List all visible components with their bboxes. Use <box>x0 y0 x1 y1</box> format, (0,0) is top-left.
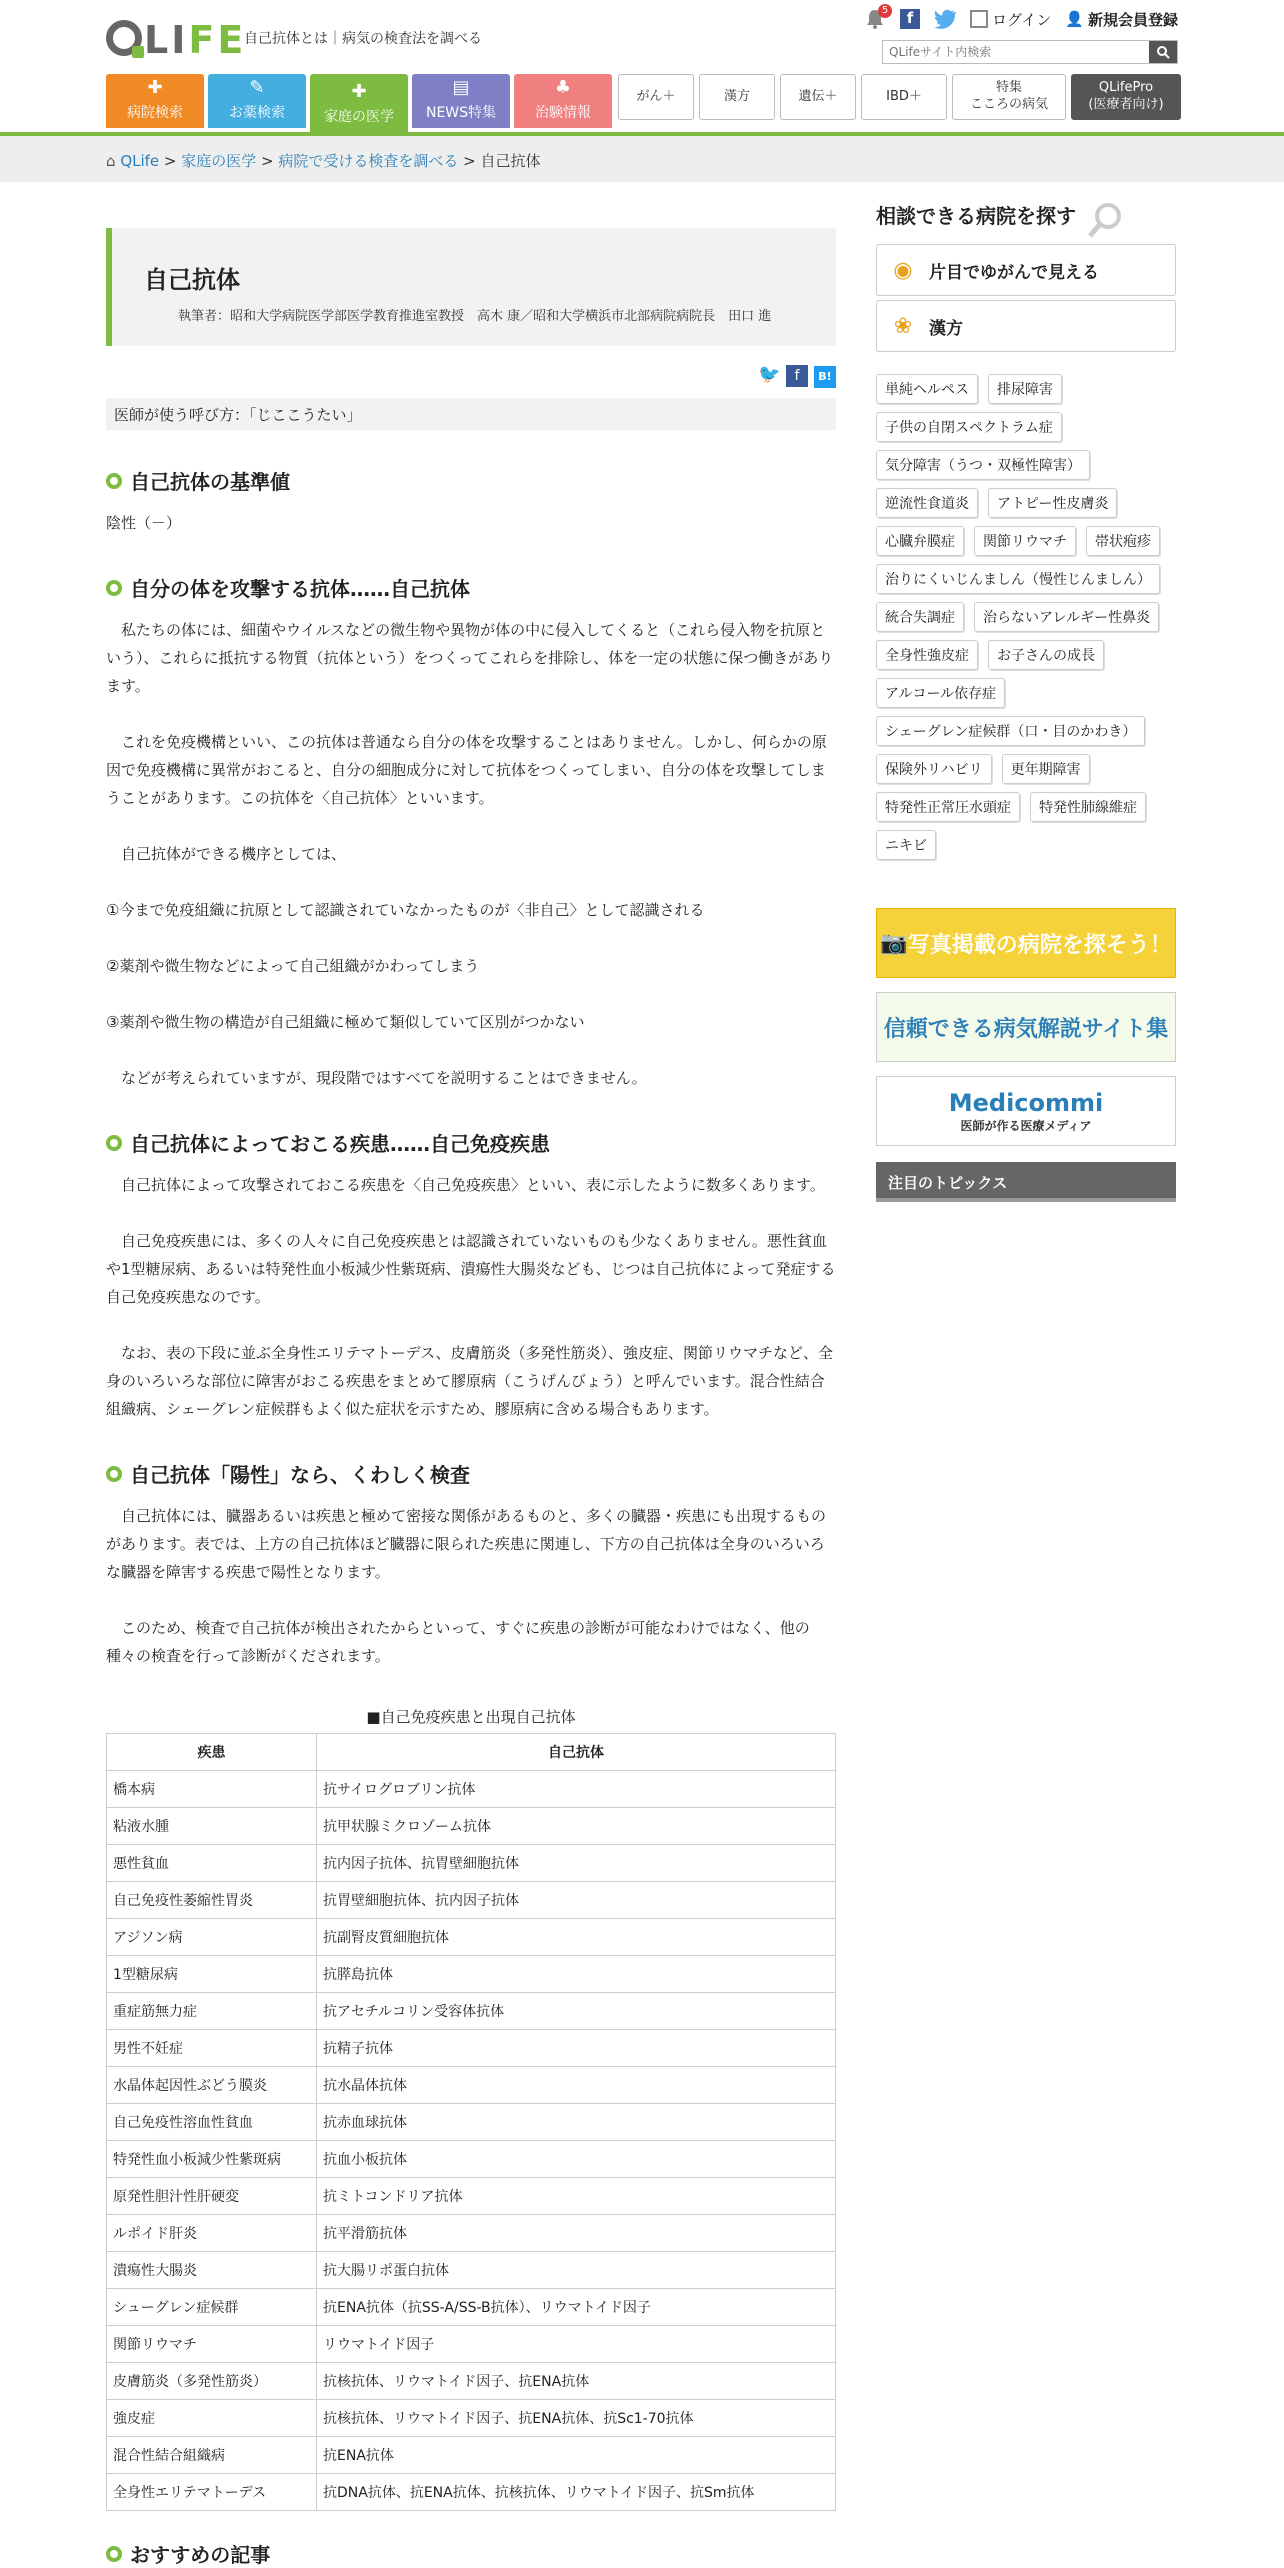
condition-tag[interactable]: 全身性強皮症 <box>876 640 978 670</box>
nav-hospital-search[interactable]: ✚ 病院検索 <box>106 74 204 128</box>
section-heading: 自己抗体の基準値 <box>106 466 836 495</box>
hatena-share-icon[interactable]: B! <box>814 366 836 388</box>
table-row <box>107 1845 836 1882</box>
search-button[interactable] <box>1149 41 1177 63</box>
site-header <box>0 0 1284 136</box>
table-row <box>107 2030 836 2067</box>
subnav-qlifepro[interactable]: QLifePro (医療者向け) <box>1071 74 1181 120</box>
antibody-cell: 抗ENA抗体 <box>317 2437 836 2474</box>
breadcrumb-current: 自己抗体 <box>480 152 541 170</box>
disease-cell: 関節リウマチ <box>107 2326 317 2363</box>
disease-cell: 1型糖尿病 <box>107 1956 317 1993</box>
condition-tag[interactable]: シェーグレン症候群（口・目のかわき） <box>876 716 1145 746</box>
breadcrumb-home-medicine[interactable]: 家庭の医学 <box>181 152 257 170</box>
antibody-cell: 抗血小板抗体 <box>317 2141 836 2178</box>
page-title: 自己抗体 <box>144 266 240 294</box>
eye-icon: ◉ <box>893 257 913 283</box>
disease-cell: 橋本病 <box>107 1771 317 1808</box>
disease-cell: 重症筋無力症 <box>107 1993 317 2030</box>
section-heading: 自己抗体「陽性」なら、くわしく検査 <box>106 1459 836 1488</box>
disease-cell: 全身性エリテマトーデス <box>107 2474 317 2511</box>
table-row <box>107 2289 836 2326</box>
condition-tag[interactable]: 帯状疱疹 <box>1086 526 1160 556</box>
antibody-table <box>106 1733 836 2511</box>
condition-tag[interactable]: 気分障害（うつ・双極性障害） <box>876 450 1090 480</box>
qlife-logo[interactable]: LIFE <box>106 20 246 59</box>
paragraph: 私たちの体には、細菌やウイルスなどの微生物や異物が体の中に侵入してくると（これら侵入物を抗原という）、これらに抵抗する物質（抗体という）をつくってこれらを排除し、体を一定の状態に保つ働きがあります。 <box>106 621 834 695</box>
list-item: ③薬剤や微生物の構造が自己組織に極めて類似していて区別がつかない <box>106 1013 585 1031</box>
antibody-cell: 抗核抗体、リウマトイド因子、抗ENA抗体、抗Sc1-70抗体 <box>317 2400 836 2437</box>
section-heading: 自分の体を攻撃する抗体……自己抗体 <box>106 573 836 602</box>
hospital-search-eye[interactable]: ◉ 片目でゆがんで見える <box>876 244 1176 296</box>
register-link[interactable]: 👤 新規会員登録 <box>1065 10 1178 29</box>
antibody-cell: 抗ミトコンドリア抗体 <box>317 2178 836 2215</box>
share-buttons <box>106 364 836 386</box>
site-search <box>882 40 1178 64</box>
antibody-cell: 抗ENA抗体（抗SS-A/SS-B抗体）、リウマトイド因子 <box>317 2289 836 2326</box>
table-row <box>107 2474 836 2511</box>
condition-tag[interactable]: 単純ヘルペス <box>876 374 978 404</box>
table-row <box>107 1993 836 2030</box>
article <box>106 228 836 2568</box>
disease-cell: 男性不妊症 <box>107 2030 317 2067</box>
paragraph: 自己抗体によって攻撃されておこる疾患を〈自己免疫疾患〉といい、表に示したように数多くあります。 <box>121 1176 825 1194</box>
condition-tag[interactable]: 統合失調症 <box>876 602 964 632</box>
antibody-cell: 抗精子抗体 <box>317 2030 836 2067</box>
medkit-icon: ✚ <box>351 81 367 102</box>
disease-cell: 混合性結合組織病 <box>107 2437 317 2474</box>
breadcrumb-tests[interactable]: 病院で受ける検査を調べる <box>278 152 459 170</box>
antibody-cell: 抗副腎皮質細胞抗体 <box>317 1919 836 1956</box>
disease-cell: 自己免疫性萎縮性胃炎 <box>107 1882 317 1919</box>
table-row <box>107 2104 836 2141</box>
antibody-cell: リウマトイド因子 <box>317 2326 836 2363</box>
antibody-cell: 抗平滑筋抗体 <box>317 2215 836 2252</box>
hospital-search-kampo[interactable]: ❀ 漢方 <box>876 300 1176 352</box>
disease-cell: シューグレン症候群 <box>107 2289 317 2326</box>
condition-tag[interactable]: アトピー性皮膚炎 <box>988 488 1117 518</box>
pill-icon: ✎ <box>249 77 265 98</box>
paragraph: 自己抗体ができる機序としては、 <box>121 845 347 863</box>
photo-hospital-banner[interactable]: 📷 写真掲載の病院を探そう！ <box>876 908 1176 978</box>
table-row <box>107 2400 836 2437</box>
table-row <box>107 2215 836 2252</box>
column-header: 疾患 <box>107 1734 317 1771</box>
user-icon: 👤 <box>1065 10 1084 28</box>
paragraph: このため、検査で自己抗体が検出されたからといって、すぐに疾患の診断が可能なわけではなく、他の種々の検査を行って診断がくだされます。 <box>106 1619 810 1665</box>
list-item: ①今まで免疫組織に抗原として認識されていなかったものが〈非自己〉として認識される <box>106 901 705 919</box>
author-line: 執筆者：昭和大学病院医学部医学教育推進室教授 高木 康／昭和大学横浜市北部病院病院長 田口 進 <box>178 309 772 324</box>
condition-tag[interactable]: お子さんの成長 <box>988 640 1104 670</box>
paragraph: 自己免疫疾患には、多くの人々に自己免疫疾患とは認識されていないものも少なくありません。悪性貧血や1型糖尿病、あるいは特発性血小板減少性紫斑病、潰瘍性大腸炎なども、じつは自己抗体によって発症する自己免疫疾患なのです。 <box>106 1232 836 1306</box>
document-icon: ▤ <box>452 77 470 98</box>
disease-cell: アジソン病 <box>107 1919 317 1956</box>
antibody-cell: 抗核抗体、リウマトイド因子、抗ENA抗体 <box>317 2363 836 2400</box>
condition-tags <box>876 374 1176 860</box>
herb-icon: ❀ <box>893 313 913 339</box>
bell-icon[interactable] <box>864 5 889 30</box>
antibody-cell: 抗大腸リポ蛋白抗体 <box>317 2252 836 2289</box>
disease-cell: ルポイド肝炎 <box>107 2215 317 2252</box>
condition-tag[interactable]: ニキビ <box>876 830 936 860</box>
table-row <box>107 1808 836 1845</box>
table-row <box>107 2326 836 2363</box>
antibody-cell: 抗甲状腺ミクロゾーム抗体 <box>317 1808 836 1845</box>
disease-cell: 特発性血小板減少性紫斑病 <box>107 2141 317 2178</box>
breadcrumb-home[interactable]: QLife <box>120 152 160 170</box>
section-heading: おすすめの記事 <box>106 2539 836 2568</box>
nav-news[interactable]: ▤ NEWS特集 <box>412 74 510 128</box>
magnifier-icon <box>1086 200 1126 240</box>
condition-tag[interactable]: 治りにくいじんましん（慢性じんましん） <box>876 564 1160 594</box>
disease-cell: 潰瘍性大腸炎 <box>107 2252 317 2289</box>
condition-tag[interactable]: 保険外リハビリ <box>876 754 992 784</box>
twitter-share-icon[interactable]: 🐦 <box>758 364 781 385</box>
antibody-cell: 抗内因子抗体、抗胃壁細胞抗体 <box>317 1845 836 1882</box>
facebook-share-icon[interactable]: f <box>786 365 808 387</box>
table-row <box>107 2067 836 2104</box>
nav-drug-search[interactable]: ✎ お薬検索 <box>208 74 306 128</box>
condition-tag[interactable]: 排尿障害 <box>988 374 1062 404</box>
article-header <box>106 228 836 346</box>
table-row <box>107 1882 836 1919</box>
paragraph: なお、表の下段に並ぶ全身性エリテマトーデス、皮膚筋炎（多発性筋炎）、強皮症、関節リウマチなど、全身のいろいろな部位に障害がおこる疾患をまとめて膠原病（こうげんびょう）と呼んでいます。混合性結合組織病、シェーグレン症候群もよく似た症状を示すため、膠原病に含める場合もあります。 <box>106 1344 834 1418</box>
condition-tag[interactable]: 子供の自閉スペクトラム症 <box>876 412 1062 442</box>
people-icon: ♣ <box>554 77 572 98</box>
table-row <box>107 2363 836 2400</box>
disease-cell: 悪性貧血 <box>107 1845 317 1882</box>
condition-tag[interactable]: 逆流性食道炎 <box>876 488 978 518</box>
antibody-cell: 抗サイログロブリン抗体 <box>317 1771 836 1808</box>
subnav-ibd[interactable]: IBD＋ <box>861 74 947 120</box>
table-row <box>107 1919 836 1956</box>
notification-badge: 5 <box>878 4 892 18</box>
subnav-mental[interactable]: 特集 こころの病気 <box>952 74 1066 120</box>
condition-tag[interactable]: 更年期障害 <box>1002 754 1090 784</box>
condition-tag[interactable]: 心臓弁膜症 <box>876 526 964 556</box>
condition-tag[interactable]: アルコール依存症 <box>876 678 1005 708</box>
table-row <box>107 2252 836 2289</box>
header-actions <box>864 5 1178 30</box>
breadcrumb: ⌂ QLife > 家庭の医学 > 病院で受ける検査を調べる > 自己抗体 <box>0 136 1284 182</box>
subnav-cancer[interactable]: がん＋ <box>618 74 694 120</box>
medicommi-banner[interactable]: Medicommi 医師が作る医療メディア <box>876 1076 1176 1146</box>
trusted-sites-banner[interactable]: 信頼できる病気解説サイト集 <box>876 992 1176 1062</box>
table-row <box>107 1956 836 1993</box>
antibody-cell: 抗水晶体抗体 <box>317 2067 836 2104</box>
table-row <box>107 2141 836 2178</box>
subnav-kampo[interactable]: 漢方 <box>699 74 775 120</box>
condition-tag[interactable]: 治らないアレルギー性鼻炎 <box>974 602 1159 632</box>
reading-note: 医師が使う呼び方：「じここうたい」 <box>106 398 836 430</box>
search-input[interactable] <box>883 41 1149 63</box>
column-header: 自己抗体 <box>317 1734 836 1771</box>
table-row <box>107 2437 836 2474</box>
sidebar-title: 相談できる病院を探す <box>876 200 1176 240</box>
disease-cell: 皮膚筋炎（多発性筋炎） <box>107 2363 317 2400</box>
condition-tag[interactable]: 関節リウマチ <box>974 526 1076 556</box>
twitter-icon[interactable] <box>934 9 956 29</box>
antibody-cell: 抗膵島抗体 <box>317 1956 836 1993</box>
global-nav <box>106 74 612 132</box>
antibody-cell: 抗赤血球抗体 <box>317 2104 836 2141</box>
paragraph: これを免疫機構といい、この抗体は普通なら自分の体を攻撃することはありません。しかし、何らかの原因で免疫機構に異常がおこると、自分の細胞成分に対して抗体をつくってしまい、自分の体を攻撃してしまうことがあります。この抗体を〈自己抗体〉といいます。 <box>106 733 827 807</box>
search-icon <box>1156 45 1170 59</box>
disease-cell: 水晶体起因性ぶどう膜炎 <box>107 2067 317 2104</box>
sub-nav <box>618 74 1181 120</box>
section-heading: 自己抗体によっておこる疾患……自己免疫疾患 <box>106 1128 836 1157</box>
disease-cell: 原発性胆汁性肝硬変 <box>107 2178 317 2215</box>
disease-cell: 自己免疫性溶血性貧血 <box>107 2104 317 2141</box>
table-caption: ■自己免疫疾患と出現自己抗体 <box>366 1708 576 1726</box>
nav-home-medicine[interactable]: ✚ 家庭の医学 <box>310 74 408 132</box>
paragraph: 自己抗体には、臓器あるいは疾患と極めて密接な関係があるものと、多くの臓器・疾患にも出現するものがあります。表では、上方の自己抗体ほど臓器に限られた疾患に関連し、下方の自己抗体は全身のいろいろな臓器を障害する疾患で陽性となります。 <box>106 1507 827 1581</box>
home-icon[interactable]: ⌂ <box>106 152 116 170</box>
paragraph: 陰性（－） <box>106 514 182 532</box>
table-row <box>107 1771 836 1808</box>
list-item: ②薬剤や微生物などによって自己組織がかわってしまう <box>106 957 480 975</box>
tagline: 自己抗体とは｜病気の検査法を調べる <box>244 31 482 47</box>
condition-tag[interactable]: 特発性肺線維症 <box>1030 792 1146 822</box>
table-row <box>107 2178 836 2215</box>
antibody-cell: 抗DNA抗体、抗ENA抗体、抗核抗体、リウマトイド因子、抗Sm抗体 <box>317 2474 836 2511</box>
paragraph: などが考えられていますが、現段階ではすべてを説明することはできません。 <box>121 1069 647 1087</box>
sidebar <box>876 200 1176 1202</box>
antibody-cell: 抗胃壁細胞抗体、抗内因子抗体 <box>317 1882 836 1919</box>
hospital-icon: ✚ <box>147 77 163 98</box>
login-link[interactable]: ログイン <box>970 9 1051 30</box>
facebook-icon[interactable]: f <box>900 9 920 29</box>
camera-icon: 📷 <box>880 930 908 956</box>
nav-clinical-trials[interactable]: ♣ 治験情報 <box>514 74 612 128</box>
topics-header: 注目のトピックス <box>876 1162 1176 1202</box>
disease-cell: 粘液水腫 <box>107 1808 317 1845</box>
subnav-genetics[interactable]: 遺伝＋ <box>780 74 856 120</box>
antibody-cell: 抗アセチルコリン受容体抗体 <box>317 1993 836 2030</box>
disease-cell: 強皮症 <box>107 2400 317 2437</box>
login-icon <box>970 10 988 28</box>
condition-tag[interactable]: 特発性正常圧水頭症 <box>876 792 1020 822</box>
